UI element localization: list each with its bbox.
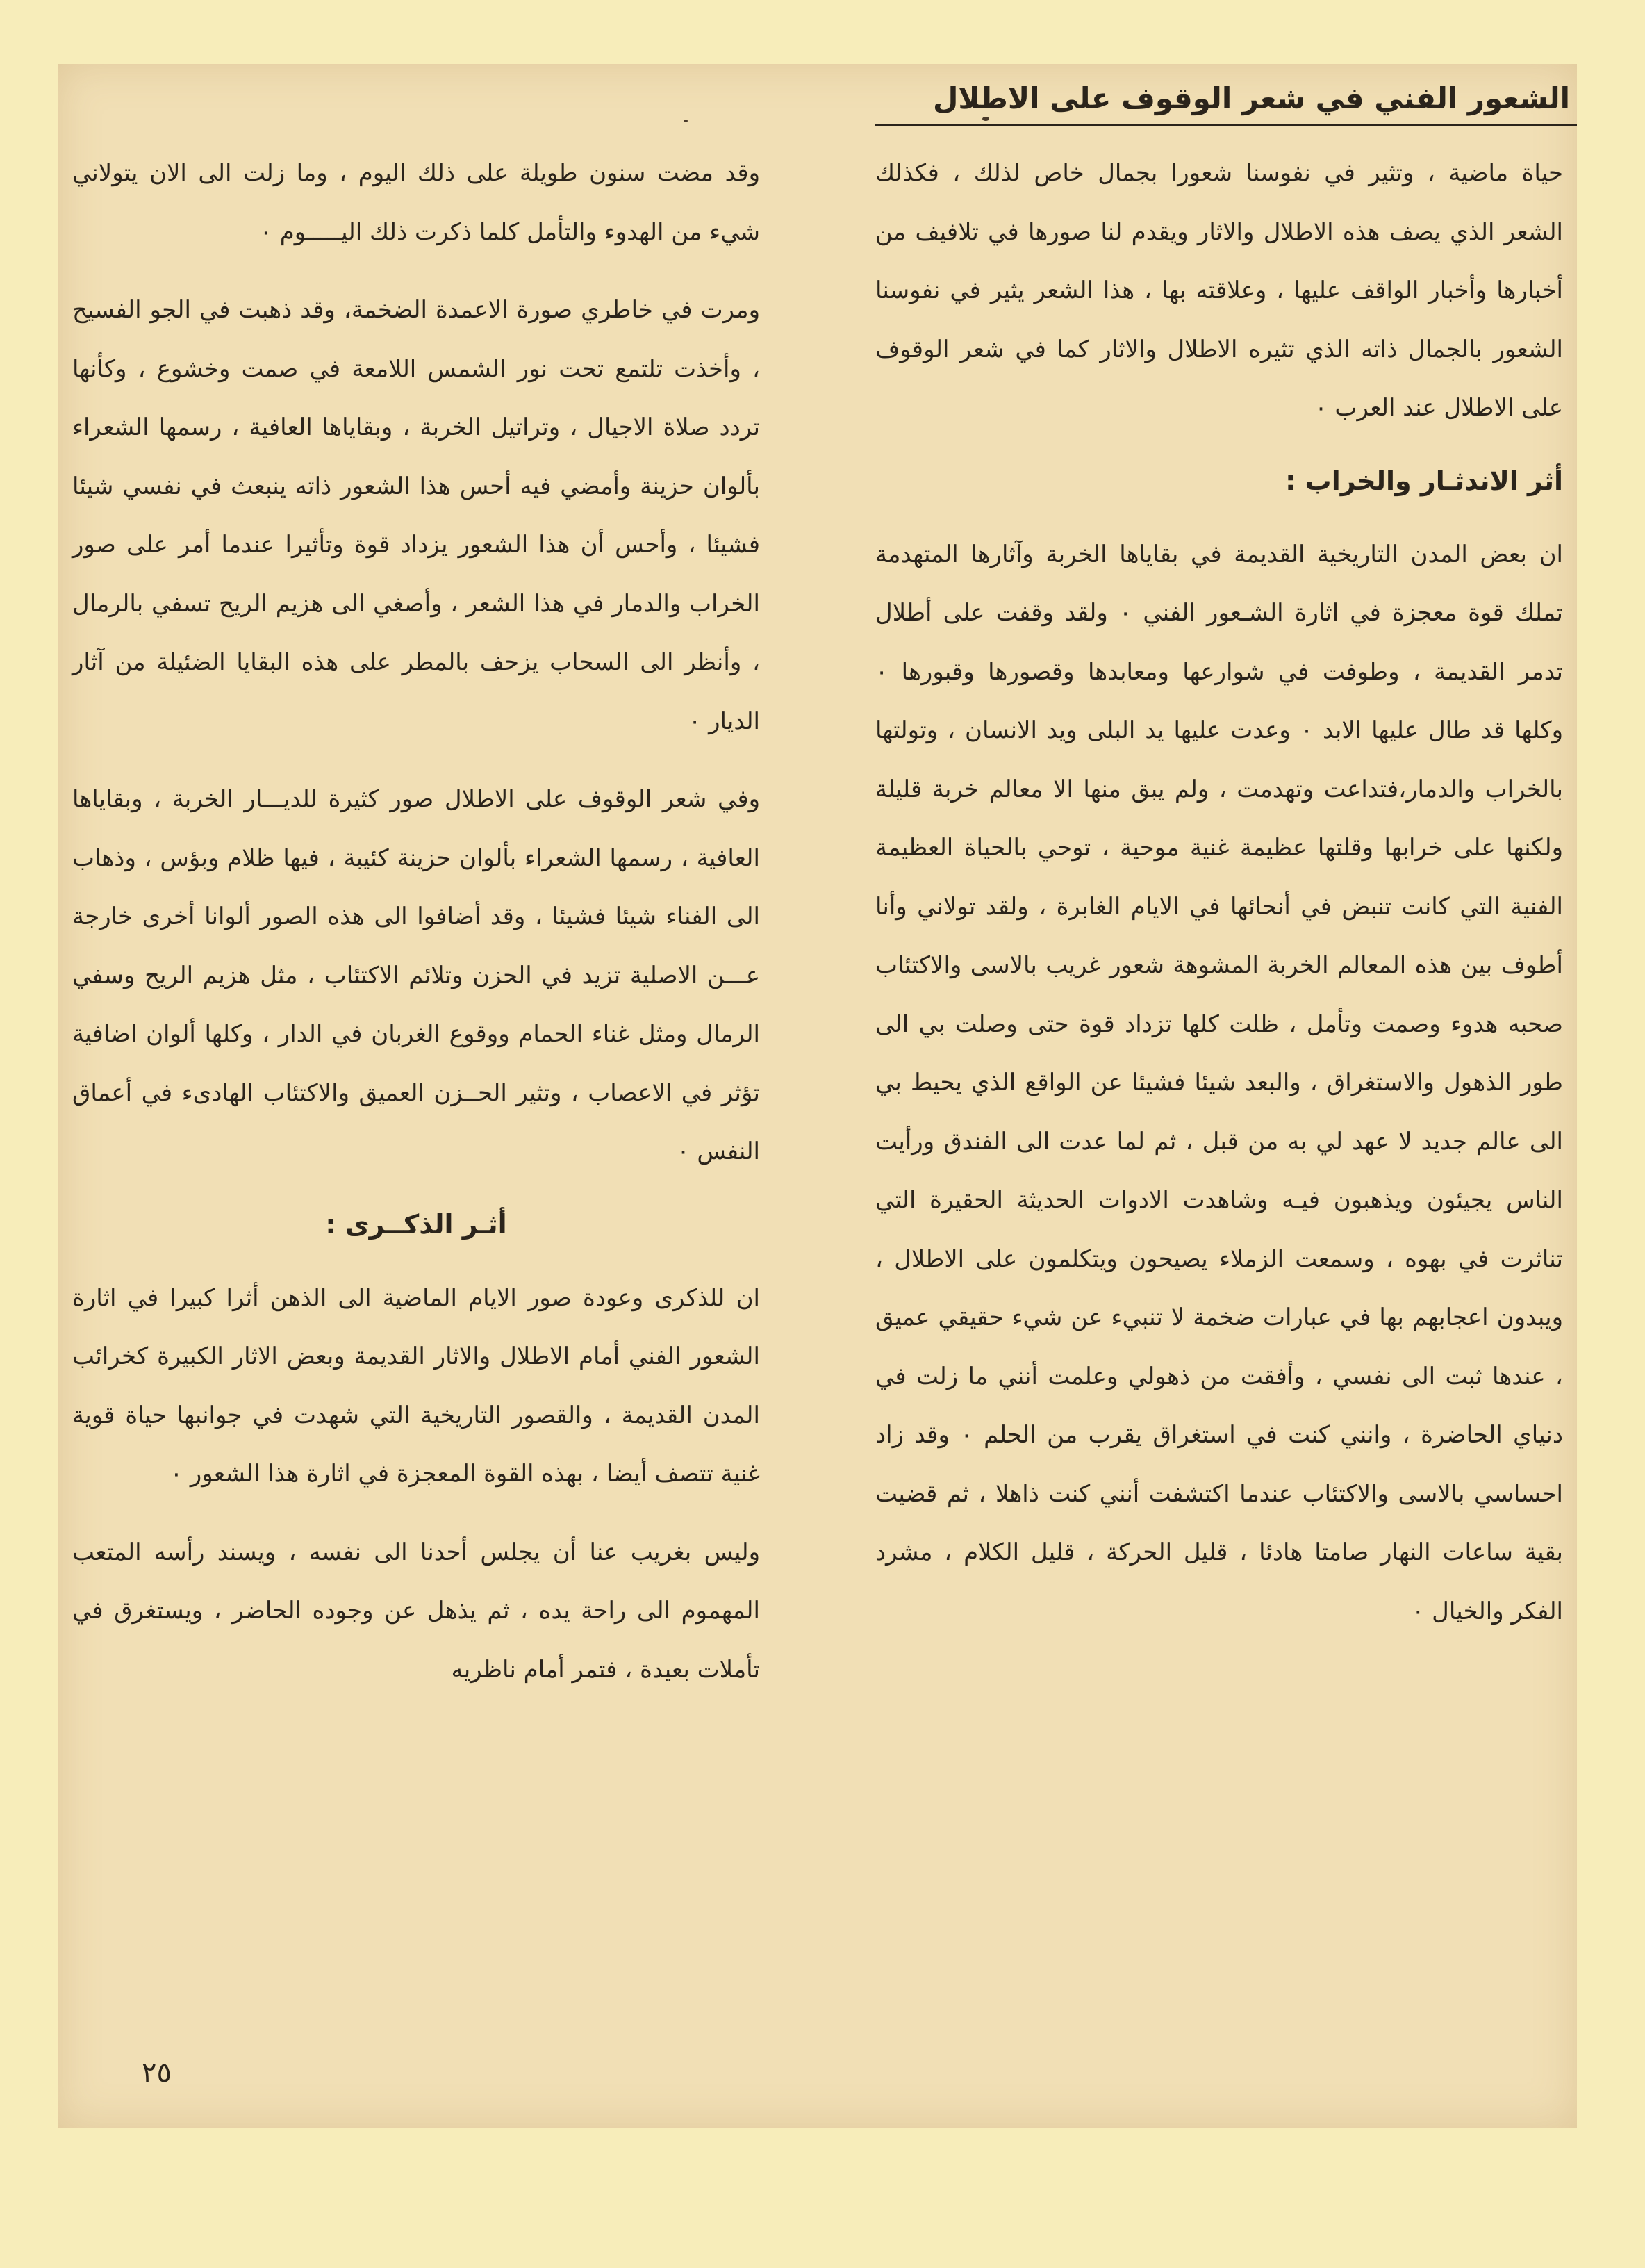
paragraph: ان بعض المدن التاريخية القديمة في بقاياها الخربة وآثارها المتهدمة تملك قوة معجزة في اثارة الشـعور الفني ٠ ولقد وقفت على أطلال تدمر القديمة ، وطوفت في شوارعها ومعابدها وقصورها وقبورها ٠ وكلها قد طال عليها الابد ٠ وعدت عليها يد البلى ويد الانسان ، وتولتها بالخراب والدمار،فتداعت وتهدمت ، ولم يبق منها الا معالم خربة قليلة ولكنها على خرابها وقلتها عظيمة غنية موحية ، توحي بالحياة العظيمة الفنية التي كانت تنبض في أنحائها في الايام الغابرة ، ولقد تولاني وأنا أطوف بين هذه المعالم الخربة المشوهة شعور غريب بالاسى والاكتئاب صحبه هدوء وصمت وتأمل ، ظلت كلها تزداد قوة حتى وصلت بي الى طور الذهول والاستغراق ، والبعد شيئا فشيئا عن الواقع الذي يحيط بي الى عالم جديد لا عهد لي به من قبل ، ثم لما عدت الى الفندق ورأيت الناس يجيئون ويذهبون فيـه وشاهدت الادوات الحديثة الحقيرة التي تناثرت في بهوه ، وسمعت الزملاء يصيحون ويتكلمون على الاطلال ، ويبدون اعجابهم بها في عبارات ضخمة لا تنبيء عن شيء حقيقي عميق ، عندها ثبت الى نفسي ، وأفقت من ذهولي وعلمت أنني ما زلت في دنياي الحاضرة ، وانني كنت في استغراق يقرب من الحلم ٠ وقد زاد احساسي بالاسى والاكتئاب عندما اكتشفت أنني كنت ذاهلا ، ثم قضيت بقية ساعات النهار صامتا هادئا ، قليل الحركة ، قليل الكلام ، مشرد الفكر والخيال ٠ [875,540,1564,1625]
running-header [875,76,1577,126]
paragraph: وفي شعر الوقوف على الاطلال صور كثيرة للديـــار الخربة ، وبقاياها العافية ، رسمها الشعراء بألوان حزينة كئيبة ، فيها ظلام وبؤس ، وذهاب الى الفناء شيئا فشيئا ، وقد أضافوا الى هذه الصور ألوانا أخرى خارجة عـــن الاصلية تزيد في الحزن وتلائم الاكتئاب ، مثل هزيم الريح وسفي الرمال ومثل غناء الحمام ووقوع الغربان في الدار ، وكلها ألوان اضافية تؤثر في الاعصاب ، وتثير الحــزن العميق والاكتئاب الهادىء في أعماق النفس ٠ [72,785,760,1165]
paragraph: حياة ماضية ، وتثير في نفوسنا شعورا بجمال خاص لذلك ، فكذلك الشعر الذي يصف هذه الاطلال والاثار ويقدم لنا صورها في تلافيف من أخبارها وأخبار الواقف عليها ، وعلاقته بها ، هذا الشعر يثير في نفوسنا الشعور بالجمال ذاته الذي تثيره الاطلال والاثار كما في شعر الوقوف على الاطلال عند العرب ٠ [875,159,1563,422]
section-heading: أثر الاندثـار والخراب : [1285,465,1563,496]
header-rule [875,124,1577,126]
paragraph: وقد مضت سنون طويلة على ذلك اليوم ، وما زلت الى الان يتولاني شيء من الهدوء والتأمل كلما ذكرت ذلك اليـــــوم ٠ [72,159,760,246]
print-speck [982,117,989,121]
magazine-page [58,64,1577,2128]
left-column [72,144,760,1699]
right-column [875,144,1563,1641]
running-header-title: الشعور الفني في شعر الوقوف على الاطلال [932,81,1570,115]
paragraph: ومرت في خاطري صورة الاعمدة الضخمة، وقد ذهبت في الجو الفسيح ، وأخذت تلتمع تحت نور الشمس اللامعة في صمت وخشوع ، وكأنها تردد صلاة الاجيال ، وتراتيل الخربة ، وبقاياها العافية ، رسمها الشعراء بألوان حزينة وأمضي فيه أحس هذا الشعور ذاته ينبعث في نفسي شيئا فشيئا ، وأحس أن هذا الشعور يزداد قوة وتأثيرا عندما أمر على صور الخراب والدمار في هذا الشعر ، وأصغي الى هزيم الريح تسفي بالرمال ، وأنظر الى السحاب يزحف بالمطر على هذه البقايا الضئيلة من آثار الديار ٠ [72,296,761,735]
paragraph: ان للذكرى وعودة صور الايام الماضية الى الذهن أثرا كبيرا في اثارة الشعور الفني أمام الاطلال والاثار القديمة وبعض الاثار الكبيرة كخرائب المدن القديمة ، والقصور التاريخية التي شهدت في جوانبها حياة قوية غنية تتصف أيضا ، بهذه القوة المعجزة في اثارة هذا الشعور ٠ [72,1283,760,1488]
paragraph: وليس بغريب عنا أن يجلس أحدنا الى نفسه ، ويسند رأسه المتعب المهموم الى راحة يده ، ثم يذهل عن وجوده الحاضر ، ويستغرق في تأملات بعيدة ، فتمر أمام ناظريه [72,1538,760,1684]
section-heading: أثـر الذكــرى : [325,1208,507,1240]
page-number: ٢٥ [142,2057,172,2089]
print-speck [684,120,688,122]
